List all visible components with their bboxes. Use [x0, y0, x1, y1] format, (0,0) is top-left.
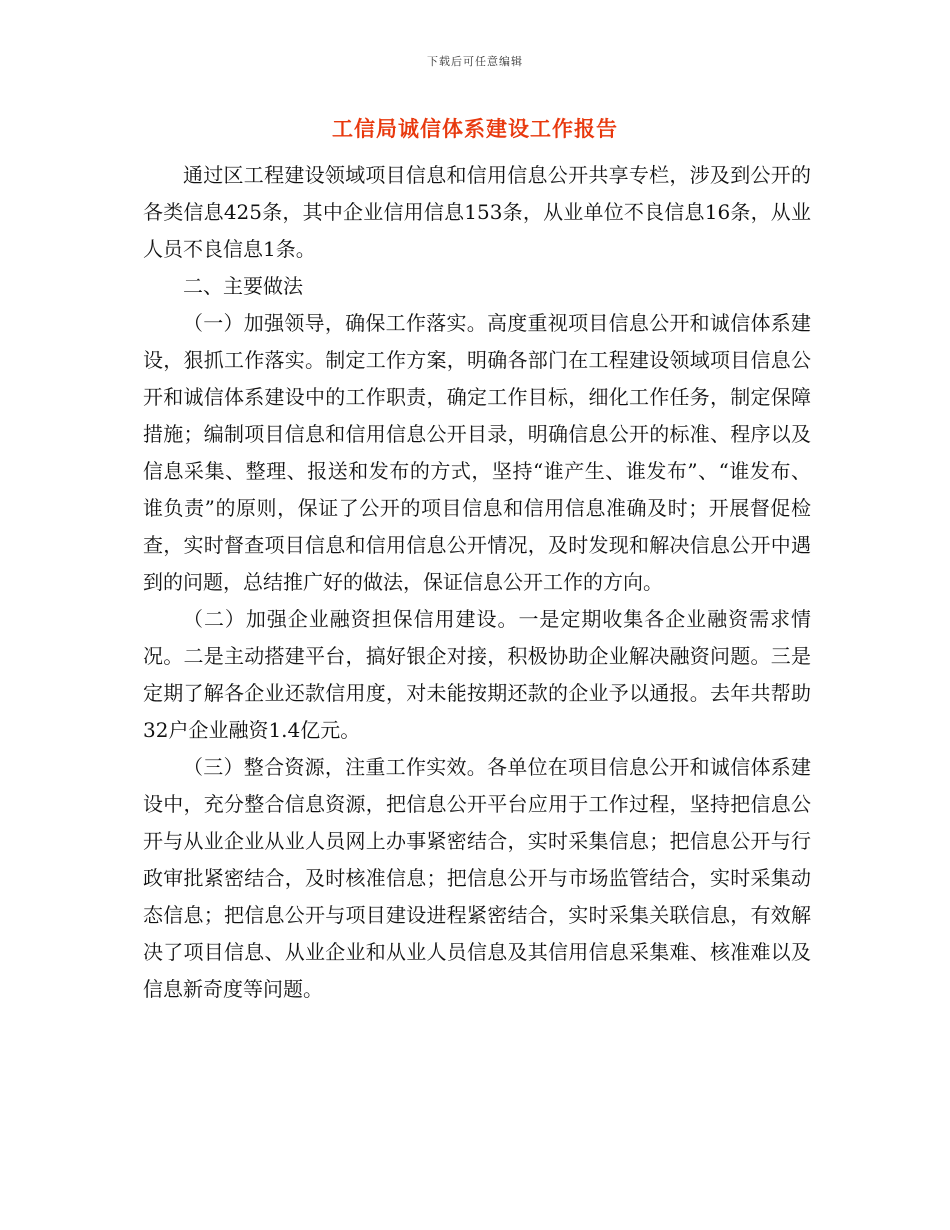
paragraph-leadership: （一）加强领导，确保工作落实。高度重视项目信息公开和诚信体系建设，狠抓工作落实。制定工作方案，明确各部门在工程建设领域项目信息公开和诚信体系建设中的工作职责，确定工作目标，细化工作任务，制定保障措施；编制项目信息和信用信息公开目录，明确信息公开的标准、程序以及信息采集、整理、报送和发布的方式，坚持“谁产生、谁发布”、“谁发布、谁负责”的原则，保证了公开的项目信息和信用信息准确及时；开展督促检查，实时督查项目信息和信用信息公开情况，及时发现和解决信息公开中遇到的问题，总结推广好的做法，保证信息公开工作的方向。 — [143, 311, 811, 594]
paragraph-resource-integration: （三）整合资源，注重工作实效。各单位在项目信息公开和诚信体系建设中，充分整合信息资源，把信息公开平台应用于工作过程，坚持把信息公开与从业企业从业人员网上办事紧密结合，实时采集信息；把信息公开与行政审批紧密结合，及时核准信息；把信息公开与市场监管结合，实时采集动态信息；把信息公开与项目建设进程紧密结合，实时采集关联信息，有效解决了项目信息、从业企业和从业人员信息及其信用信息采集难、核准难以及信息新奇度等问题。 — [143, 755, 811, 1001]
section-heading-main-practices: 二、主要做法 — [183, 274, 303, 298]
paragraph-financing-credit: （二）加强企业融资担保信用建设。一是定期收集各企业融资需求情况。二是主动搭建平台，搞好银企对接，积极协助企业解决融资问题。三是定期了解各企业还款信用度，对未能按期还款的企业予以通报。去年共帮助32户企业融资1.4亿元。 — [143, 607, 811, 742]
paragraph-intro: 通过区工程建设领域项目信息和信用信息公开共享专栏，涉及到公开的各类信息425条，其中企业信用信息153条，从业单位不良信息16条，从业人员不良信息1条。 — [143, 163, 811, 261]
document-body — [143, 157, 811, 1008]
header-note: 下载后可任意编辑 — [427, 55, 523, 68]
document-title: 工信局诚信体系建设工作报告 — [332, 117, 618, 141]
